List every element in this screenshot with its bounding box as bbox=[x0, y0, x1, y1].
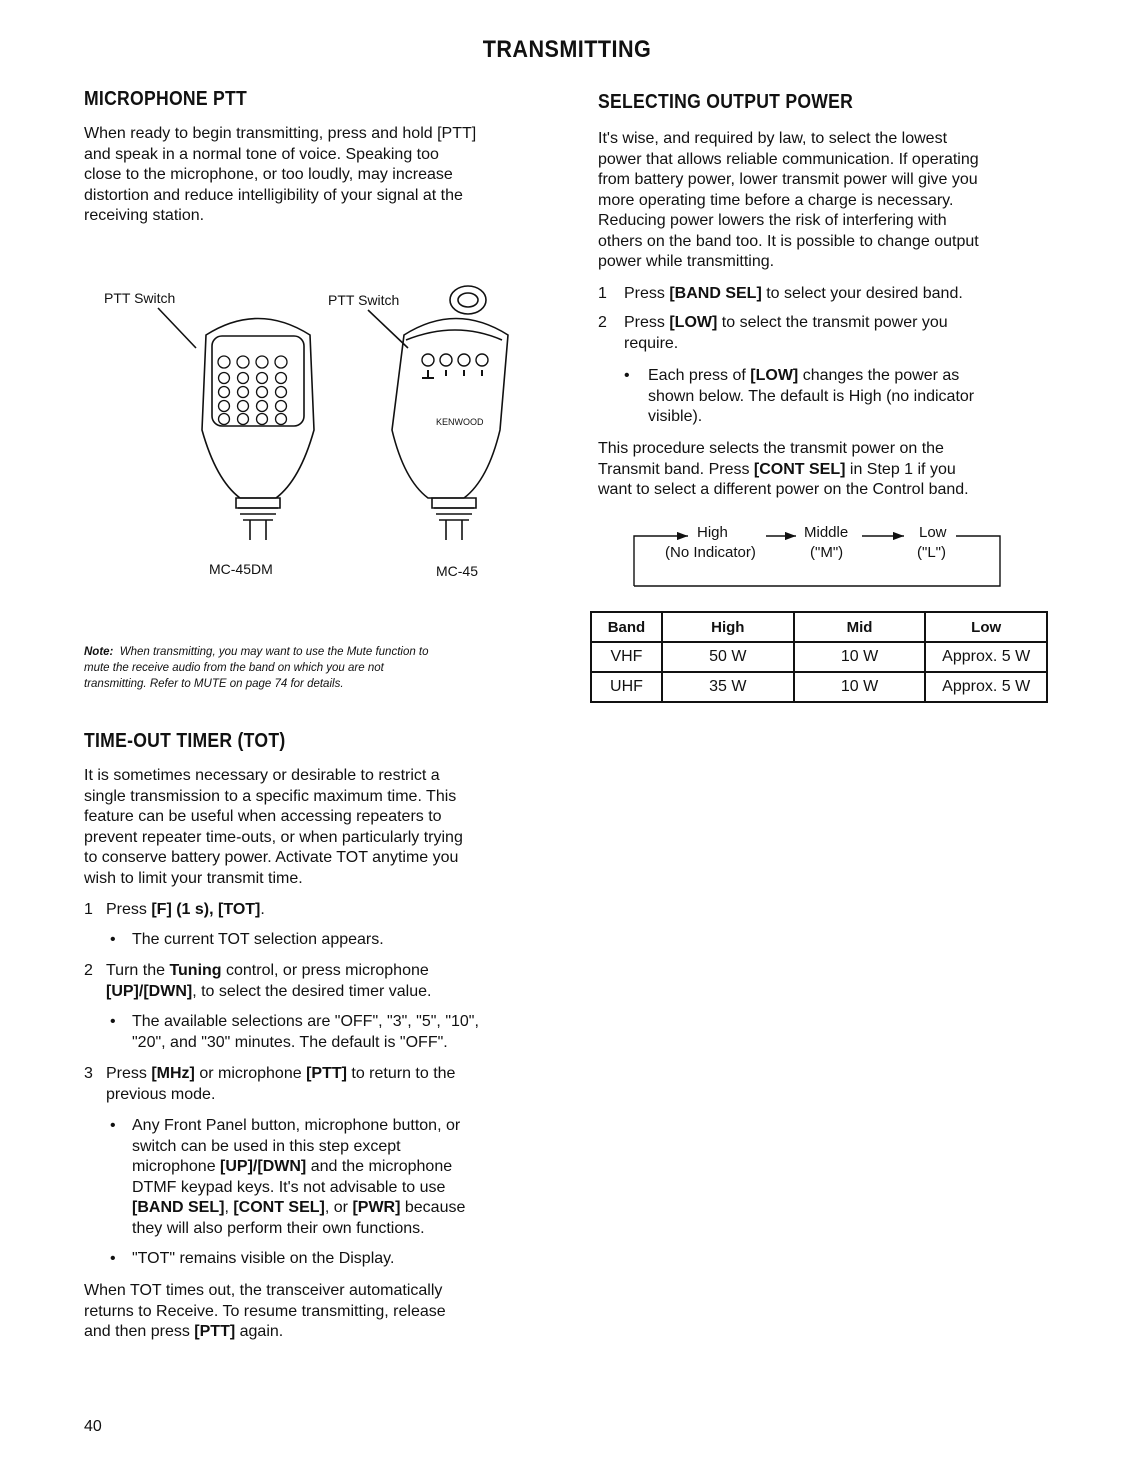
key-label: [PTT] bbox=[194, 1323, 236, 1340]
bullet-text: , or bbox=[324, 1199, 353, 1216]
cycle-high-sub: (No Indicator) bbox=[665, 544, 756, 561]
bullet-text: changes the power as bbox=[798, 367, 960, 384]
table-header-row bbox=[591, 612, 1047, 642]
key-label: [PTT] bbox=[306, 1065, 347, 1082]
text-line: feature can be useful when accessing repeaters to bbox=[84, 808, 442, 825]
table-cell: VHF bbox=[591, 642, 662, 672]
step-text: , to select the desired timer value. bbox=[192, 982, 432, 1000]
text-line: When ready to begin transmitting, press and hold [PTT] bbox=[84, 125, 477, 142]
step-number: 1 bbox=[84, 901, 93, 918]
text-line: prevent repeater time-outs, or when particularly trying bbox=[84, 828, 463, 846]
column-header-low: Low bbox=[925, 612, 1047, 642]
key-label: [CONT SEL] bbox=[233, 1199, 325, 1216]
tot-step-2-bullet bbox=[110, 1012, 550, 1053]
text-line: distortion and reduce intelligibility of your signal at the bbox=[84, 186, 463, 204]
key-label: [UP]/[DWN] bbox=[220, 1158, 307, 1175]
key-label: [LOW] bbox=[669, 314, 718, 331]
step-text: control, or press microphone bbox=[221, 962, 429, 979]
key-label: [UP]/[DWN] bbox=[106, 982, 193, 1000]
tot-step-3-bullet-a bbox=[110, 1116, 550, 1239]
bullet-text: microphone bbox=[132, 1158, 221, 1175]
key-label: [BAND SEL] bbox=[669, 285, 762, 302]
output-power-step-1 bbox=[598, 284, 1058, 305]
text-line: want to select a different power on the Control band. bbox=[598, 481, 969, 498]
cycle-middle: Middle bbox=[804, 524, 849, 541]
text-line: and then press bbox=[84, 1323, 195, 1340]
table-row bbox=[591, 672, 1047, 702]
text-line: receiving station. bbox=[84, 207, 205, 224]
column-header-high: High bbox=[662, 612, 794, 642]
step-text: . bbox=[260, 901, 265, 918]
bullet-text: switch can be used in this step except bbox=[132, 1137, 401, 1155]
text-line: It is sometimes necessary or desirable to restrict a bbox=[84, 767, 440, 784]
step-text: previous mode. bbox=[106, 1085, 216, 1103]
bullet-dot: • bbox=[110, 1013, 116, 1030]
mic-brand-label: KENWOOD bbox=[436, 417, 484, 427]
table-cell: 35 W bbox=[662, 672, 794, 702]
bullet-text: and the microphone bbox=[306, 1158, 453, 1175]
bullet-text: , bbox=[224, 1199, 234, 1216]
cycle-low-sub: ("L") bbox=[917, 544, 946, 561]
page-number: 40 bbox=[84, 1418, 102, 1435]
caption-mc-45dm: MC-45DM bbox=[209, 561, 273, 577]
step-text: Press bbox=[106, 1065, 152, 1082]
cycle-high: High bbox=[697, 524, 728, 541]
time-out-timer-heading: TIME-OUT TIMER (TOT) bbox=[84, 730, 286, 752]
tot-step-1 bbox=[84, 900, 554, 921]
text-line: power that allows reliable communication. If operating bbox=[598, 150, 979, 168]
key-label: [CONT SEL] bbox=[753, 460, 846, 478]
key-label: [PWR] bbox=[352, 1199, 401, 1216]
text-line: from battery power, lower transmit power will give you bbox=[598, 171, 978, 188]
table-cell: Approx. 5 W bbox=[925, 642, 1047, 672]
bullet-text: The current TOT selection appears. bbox=[132, 931, 384, 948]
table-row bbox=[591, 642, 1047, 672]
key-label: [LOW] bbox=[750, 367, 799, 384]
tot-step-1-bullet bbox=[110, 930, 550, 951]
table-cell: 10 W bbox=[794, 672, 926, 702]
text-line: others on the band too. It is possible to change output bbox=[598, 232, 979, 250]
step-number: 3 bbox=[84, 1065, 93, 1082]
microphone-illustration bbox=[150, 280, 510, 550]
step-number: 2 bbox=[598, 314, 607, 331]
output-power-procedure bbox=[598, 439, 1058, 501]
tot-step-3 bbox=[84, 1064, 554, 1105]
bullet-dot: • bbox=[110, 1117, 116, 1134]
text-line: It's wise, and required by law, to select the lowest bbox=[598, 130, 948, 147]
column-header-band: Band bbox=[591, 612, 662, 642]
microphone-ptt-heading: MICROPHONE PTT bbox=[84, 88, 248, 110]
text-line: wish to limit your transmit time. bbox=[84, 869, 303, 887]
text-line: returns to Receive. To resume transmitting, release bbox=[84, 1302, 446, 1320]
table-cell: 10 W bbox=[794, 642, 926, 672]
ptt-switch-label-left: PTT Switch bbox=[104, 290, 176, 306]
text-line: and speak in a normal tone of voice. Speaking too bbox=[84, 145, 439, 163]
step-text: Press bbox=[624, 314, 670, 331]
bullet-text: The available selections are "OFF", "3", "5", "10", bbox=[132, 1013, 479, 1030]
bullet-text: visible). bbox=[648, 408, 703, 425]
bullet-dot: • bbox=[110, 1250, 116, 1267]
bullet-dot: • bbox=[624, 367, 630, 384]
tot-intro-paragraph bbox=[84, 766, 554, 889]
note-line: mute the receive audio from the band on which you are not bbox=[84, 662, 384, 674]
tot-step-3-bullet-b bbox=[110, 1249, 550, 1270]
text-line: close to the microphone, or too loudly, may increase bbox=[84, 166, 453, 183]
text-line: Transmit band. Press bbox=[598, 460, 754, 478]
step-text: or microphone bbox=[194, 1065, 307, 1082]
bullet-text: shown below. The default is High (no indicator bbox=[648, 387, 975, 405]
step-text: to return to the bbox=[346, 1065, 456, 1082]
step-text: Press bbox=[106, 901, 152, 918]
bullet-text: Any Front Panel button, microphone button, or bbox=[132, 1117, 461, 1134]
bullet-text: they will also perform their own functions. bbox=[132, 1219, 425, 1237]
power-table bbox=[590, 611, 1048, 703]
step-text: to select your desired band. bbox=[761, 285, 963, 302]
tot-step-2 bbox=[84, 961, 554, 1002]
bullet-text: because bbox=[400, 1199, 466, 1216]
bullet-text: Each press of bbox=[648, 367, 751, 384]
page-title: TRANSMITTING bbox=[482, 36, 652, 63]
note-text: When transmitting, you may want to use the Mute function to bbox=[119, 646, 429, 658]
bullet-dot: • bbox=[110, 931, 116, 948]
tot-closing-paragraph bbox=[84, 1281, 554, 1343]
output-power-bullet bbox=[624, 366, 1054, 428]
column-header-mid: Mid bbox=[794, 612, 926, 642]
step-number: 2 bbox=[84, 962, 93, 979]
bullet-text: "TOT" remains visible on the Display. bbox=[132, 1250, 395, 1267]
text-line: more operating time before a charge is necessary. bbox=[598, 191, 954, 209]
text-line: again. bbox=[235, 1323, 284, 1340]
note-line: transmitting. Refer to MUTE on page 74 for details. bbox=[84, 678, 344, 690]
table-cell: 50 W bbox=[662, 642, 794, 672]
caption-mc-45: MC-45 bbox=[436, 563, 479, 579]
output-power-intro bbox=[598, 129, 1058, 273]
step-text: Press bbox=[624, 285, 670, 302]
text-line: in Step 1 if you bbox=[845, 460, 956, 478]
table-cell: Approx. 5 W bbox=[925, 672, 1047, 702]
step-text: Turn the bbox=[106, 962, 170, 979]
step-number: 1 bbox=[598, 285, 607, 302]
key-label: Tuning bbox=[169, 962, 222, 979]
text-line: to conserve battery power. Activate TOT anytime you bbox=[84, 849, 459, 866]
microphone-ptt-paragraph bbox=[84, 124, 554, 227]
text-line: This procedure selects the transmit power on the bbox=[598, 440, 944, 457]
ptt-switch-label-right: PTT Switch bbox=[328, 292, 400, 308]
note-line bbox=[84, 644, 554, 660]
bullet-text: "20", and "30" minutes. The default is "OFF". bbox=[132, 1033, 448, 1051]
note-label: Note: bbox=[84, 646, 114, 658]
output-power-step-2 bbox=[598, 313, 1058, 354]
text-line: power while transmitting. bbox=[598, 253, 775, 270]
cycle-middle-sub: ("M") bbox=[810, 544, 844, 561]
key-label: [F] (1 s), [TOT] bbox=[151, 901, 261, 918]
cycle-low: Low bbox=[919, 524, 947, 541]
step-text: to select the transmit power you bbox=[717, 314, 948, 331]
mute-note bbox=[84, 644, 554, 692]
text-line: When TOT times out, the transceiver automatically bbox=[84, 1282, 443, 1299]
bullet-text: DTMF keypad keys. It's not advisable to use bbox=[132, 1178, 446, 1196]
table-cell: UHF bbox=[591, 672, 662, 702]
key-label: [BAND SEL] bbox=[132, 1199, 225, 1216]
key-label: [MHz] bbox=[151, 1065, 195, 1082]
text-line: single transmission to a specific maximum time. This bbox=[84, 787, 457, 805]
selecting-output-power-heading: SELECTING OUTPUT POWER bbox=[598, 91, 854, 113]
text-line: Reducing power lowers the risk of interfering with bbox=[598, 212, 947, 229]
step-text: require. bbox=[624, 334, 679, 352]
